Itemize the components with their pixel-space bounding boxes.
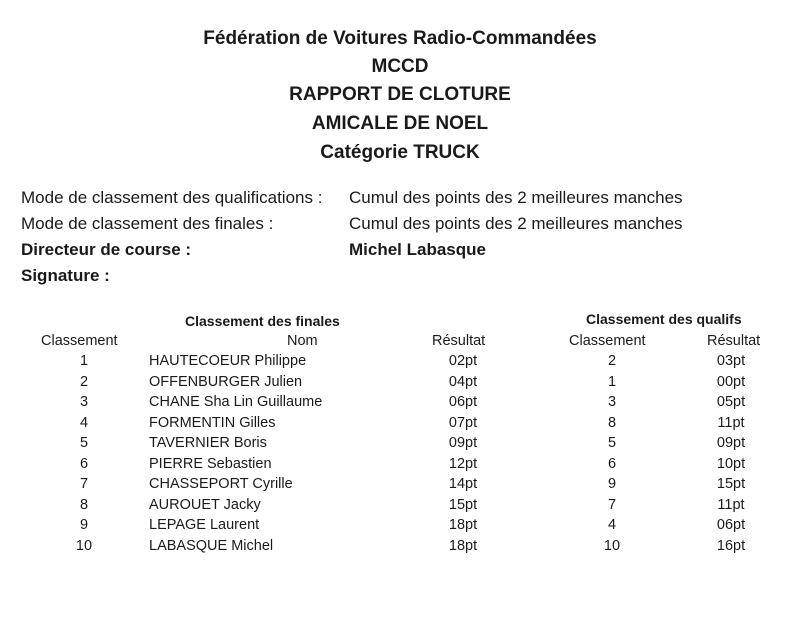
driver-name: LEPAGE Laurent <box>149 517 260 533</box>
final-result: 18pt <box>448 538 478 554</box>
final-rank: 4 <box>79 415 89 431</box>
final-result: 09pt <box>448 435 478 451</box>
final-rank: 7 <box>79 476 89 492</box>
driver-name: PIERRE Sebastien <box>149 456 272 472</box>
qualifs-rank-header: Classement <box>569 333 646 349</box>
driver-name: OFFENBURGER Julien <box>149 374 303 390</box>
qualif-mode-value: Cumul des points des 2 meilleures manches <box>349 188 683 207</box>
finals-title: Classement des finales <box>185 313 340 329</box>
final-result: 02pt <box>448 353 478 369</box>
event-name: AMICALE DE NOEL <box>311 113 489 134</box>
qualif-result: 11pt <box>717 497 745 513</box>
qualif-result: 03pt <box>716 353 746 369</box>
final-rank: 8 <box>79 497 89 513</box>
final-result: 07pt <box>448 415 478 431</box>
qualif-rank: 7 <box>607 497 617 513</box>
report-title: RAPPORT DE CLOTURE <box>289 84 511 105</box>
final-rank: 9 <box>79 517 89 533</box>
qualif-rank: 5 <box>607 435 617 451</box>
final-rank: 6 <box>79 456 89 472</box>
qualif-result: 11pt <box>717 415 745 431</box>
qualif-result: 16pt <box>716 538 746 554</box>
signature-label: Signature : <box>21 266 110 285</box>
finals-rank-header: Classement <box>41 333 118 349</box>
final-mode-value: Cumul des points des 2 meilleures manches <box>349 214 683 233</box>
final-rank: 1 <box>79 353 89 369</box>
final-rank: 5 <box>79 435 89 451</box>
driver-name: HAUTECOEUR Philippe <box>149 353 307 369</box>
final-result: 14pt <box>448 476 478 492</box>
qualif-result: 15pt <box>716 476 746 492</box>
qualif-result: 05pt <box>716 394 746 410</box>
driver-name: AUROUET Jacky <box>149 497 261 513</box>
driver-name: CHASSEPORT Cyrille <box>149 476 293 492</box>
finals-name-header: Nom <box>287 333 318 349</box>
director-value: Michel Labasque <box>349 240 486 259</box>
final-result: 18pt <box>448 517 478 533</box>
driver-name: CHANE Sha Lin Guillaume <box>149 394 323 410</box>
final-result: 12pt <box>448 456 478 472</box>
driver-name: FORMENTIN Gilles <box>149 415 276 431</box>
final-rank: 10 <box>75 538 93 554</box>
qualif-result: 09pt <box>716 435 746 451</box>
finals-result-header: Résultat <box>432 333 486 349</box>
qualif-result: 10pt <box>716 456 746 472</box>
final-result: 15pt <box>448 497 478 513</box>
category-title: Catégorie TRUCK <box>320 142 480 163</box>
qualif-rank: 1 <box>607 374 617 390</box>
final-rank: 2 <box>79 374 89 390</box>
qualifs-title: Classement des qualifs <box>586 311 742 327</box>
qualif-rank: 3 <box>607 394 617 410</box>
qualif-rank: 9 <box>607 476 617 492</box>
final-mode-label: Mode de classement des finales : <box>21 214 274 233</box>
qualif-result: 00pt <box>716 374 746 390</box>
final-result: 04pt <box>448 374 478 390</box>
driver-name: LABASQUE Michel <box>149 538 274 554</box>
qualif-mode-label: Mode de classement des qualifications : <box>21 188 323 207</box>
qualifs-result-header: Résultat <box>707 333 761 349</box>
qualif-rank: 4 <box>607 517 617 533</box>
qualif-rank: 2 <box>607 353 617 369</box>
qualif-rank: 6 <box>607 456 617 472</box>
final-result: 06pt <box>448 394 478 410</box>
qualif-result: 06pt <box>716 517 746 533</box>
federation-title: Fédération de Voitures Radio-Commandées <box>203 28 597 49</box>
director-label: Directeur de course : <box>21 240 192 259</box>
qualif-rank: 10 <box>603 538 621 554</box>
final-rank: 3 <box>79 394 89 410</box>
club-name: MCCD <box>371 56 429 77</box>
qualif-rank: 8 <box>607 415 617 431</box>
driver-name: TAVERNIER Boris <box>149 435 267 451</box>
